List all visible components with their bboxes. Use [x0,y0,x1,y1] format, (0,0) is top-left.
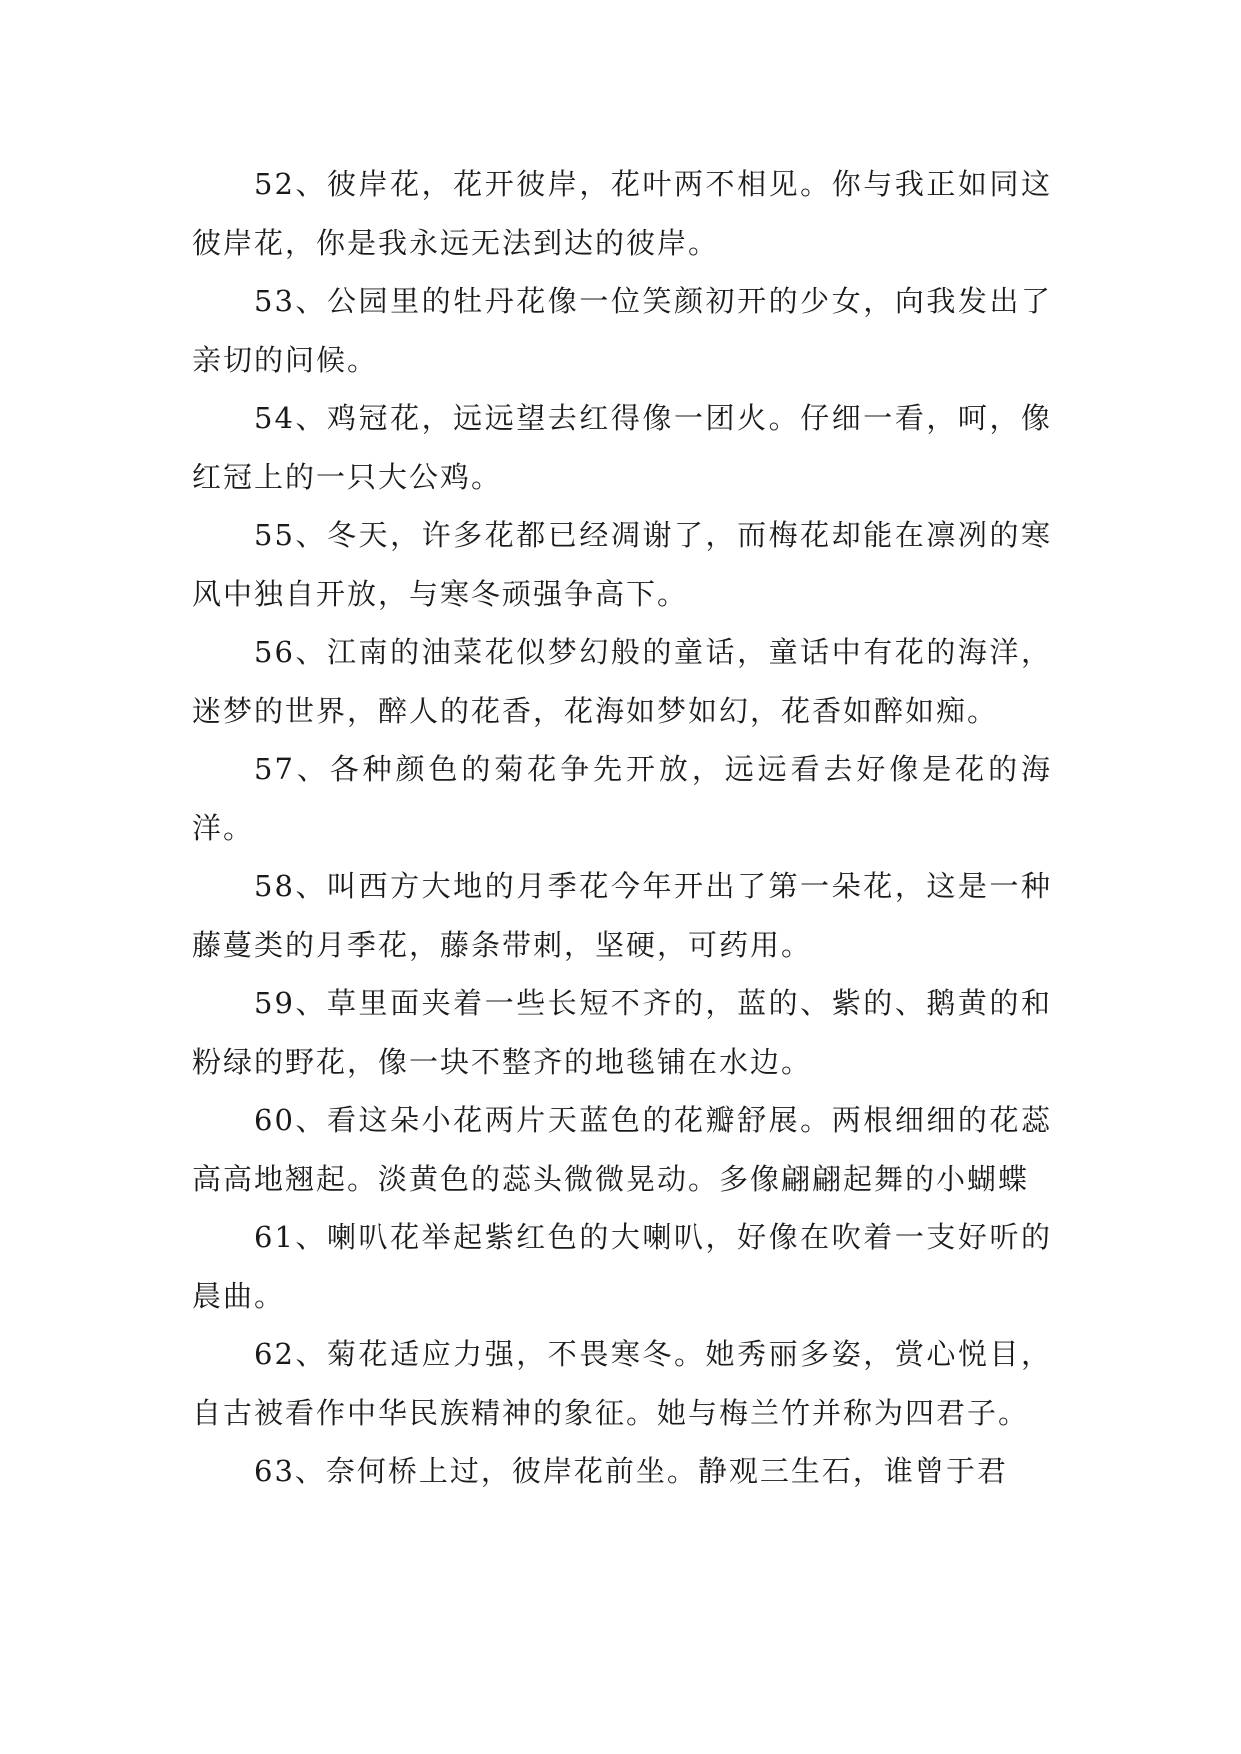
paragraph-62: 62、菊花适应力强，不畏寒冬。她秀丽多姿，赏心悦目，自古被看作中华民族精神的象征。她与梅兰竹并称为四君子。 [192,1337,1052,1430]
paragraph-52: 52、彼岸花，花开彼岸，花叶两不相见。你与我正如同这彼岸花，你是我永远无法到达的彼岸。 [192,167,1052,260]
paragraph-55: 55、冬天，许多花都已经凋谢了，而梅花却能在凛冽的寒风中独自开放，与寒冬顽强争高下。 [192,518,1052,611]
paragraph-54: 54、鸡冠花，远远望去红得像一团火。仔细一看，呵，像红冠上的一只大公鸡。 [192,401,1052,494]
paragraph-61: 61、喇叭花举起紫红色的大喇叭，好像在吹着一支好听的晨曲。 [192,1220,1052,1313]
paragraph-53: 53、公园里的牡丹花像一位笑颜初开的少女，向我发出了亲切的问候。 [192,284,1052,377]
paragraph-58: 58、叫西方大地的月季花今年开出了第一朵花，这是一种藤蔓类的月季花，藤条带刺，坚硬，可药用。 [192,869,1052,962]
paragraph-56: 56、江南的油菜花似梦幻般的童话，童话中有花的海洋，迷梦的世界，醉人的花香，花海如梦如幻，花香如醉如痴。 [192,635,1052,728]
document-body [192,155,1052,1501]
paragraph-57: 57、各种颜色的菊花争先开放，远远看去好像是花的海洋。 [192,752,1052,845]
paragraph-63: 63、奈何桥上过，彼岸花前坐。静观三生石，谁曾于君 [254,1454,1008,1488]
paragraph-59: 59、草里面夹着一些长短不齐的，蓝的、紫的、鹅黄的和粉绿的野花，像一块不整齐的地毯铺在水边。 [192,986,1052,1079]
paragraph-60: 60、看这朵小花两片天蓝色的花瓣舒展。两根细细的花蕊高高地翘起。淡黄色的蕊头微微晃动。多像翩翩起舞的小蝴蝶 [192,1103,1052,1196]
